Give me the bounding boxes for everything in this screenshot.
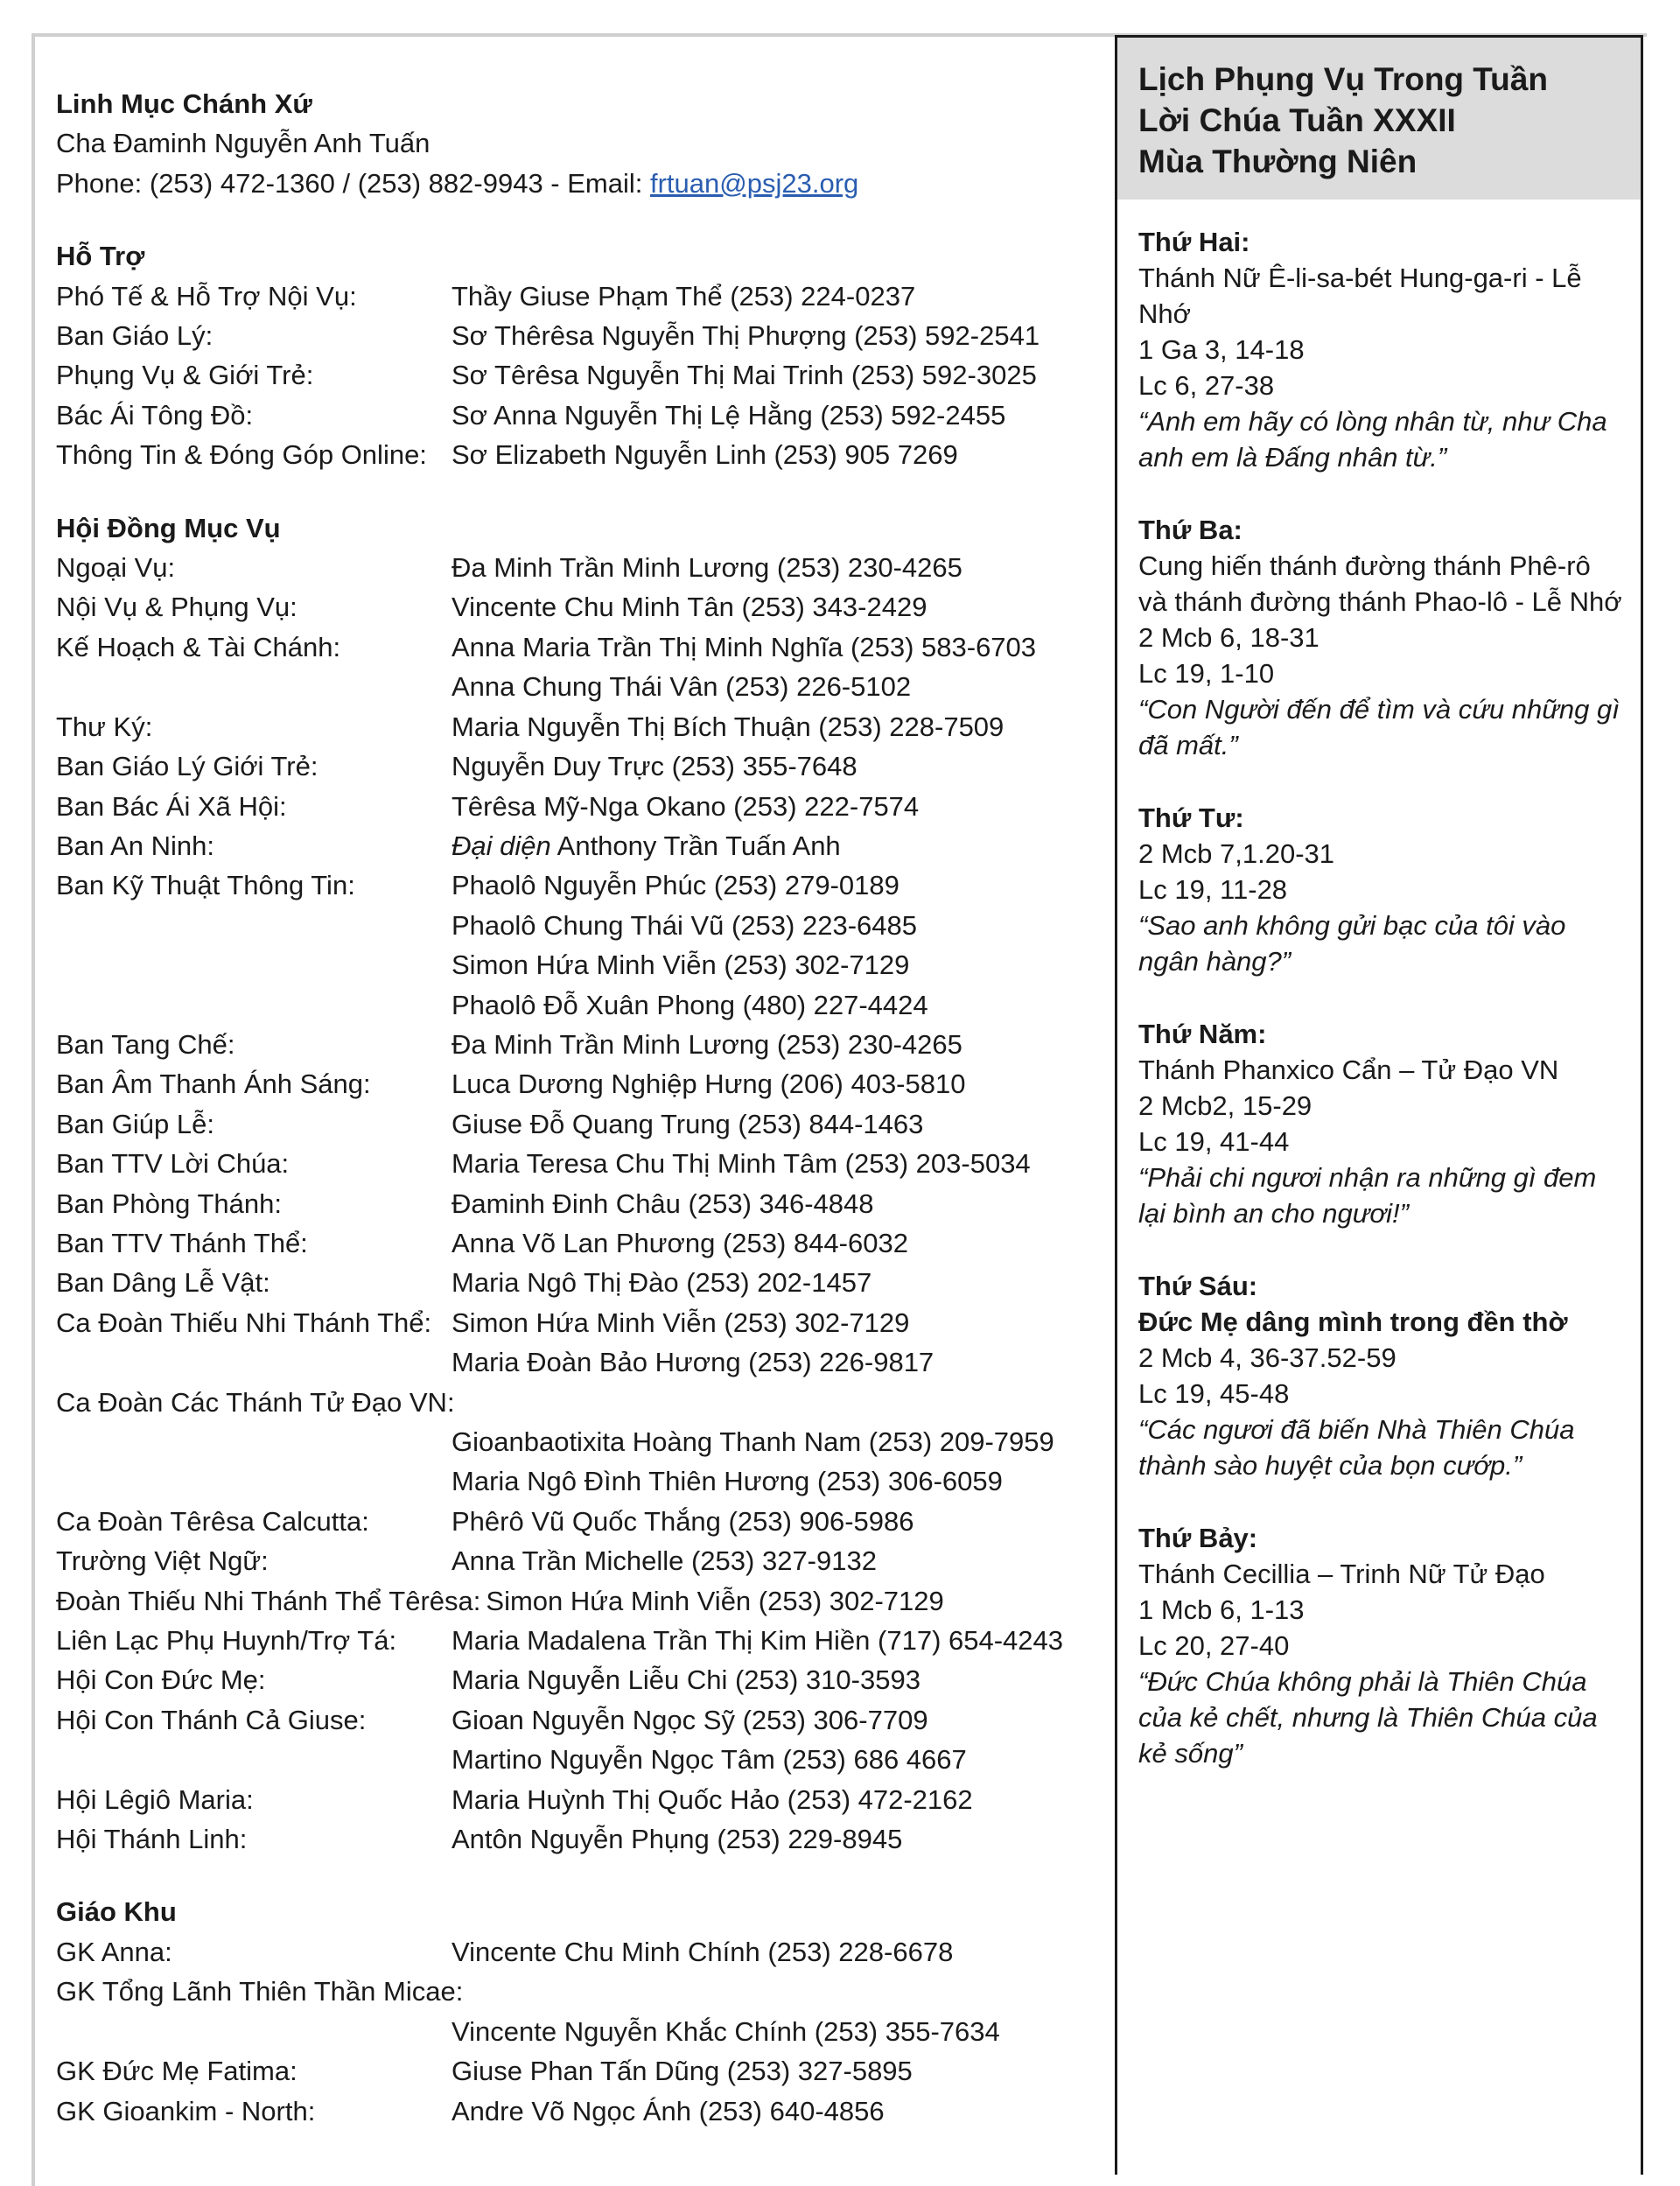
row-value: Anna Võ Lan Phương (253) 844-6032: [452, 1227, 908, 1258]
row-label: Nội Vụ & Phụng Vụ:: [56, 592, 298, 623]
schedule-title: Lịch Phụng Vụ Trong Tuần: [1138, 61, 1548, 97]
directory-row: [56, 1541, 1106, 1580]
row-value: [452, 826, 841, 865]
directory-row: [56, 1104, 1106, 1144]
schedule-header: [1117, 38, 1641, 200]
directory-row: [56, 627, 1106, 667]
row-label: Kế Hoạch & Tài Chánh:: [56, 631, 341, 662]
reading-gospel: Lc 19, 45-48: [1138, 1378, 1290, 1409]
day-feast: Thánh Nữ Ê-li-sa-bét Hung-ga-ri - Lễ Nhớ: [1138, 263, 1582, 329]
row-label: Ban TTV Thánh Thể:: [56, 1227, 308, 1258]
directory-row: [56, 2012, 1106, 2051]
row-label: GK Đức Mẹ Fatima:: [56, 2056, 298, 2087]
directory-row: [56, 1064, 1106, 1104]
directory-row: [56, 1422, 1106, 1461]
row-label: Ca Đoàn Thiếu Nhi Thánh Thể:: [56, 1307, 432, 1338]
pastor-title: Linh Mục Chánh Xứ: [56, 88, 312, 119]
support-section: [56, 236, 1106, 474]
row-label: Thông Tin & Đóng Góp Online:: [56, 439, 427, 471]
directory-row: [56, 945, 1106, 984]
directory-row: [56, 826, 1106, 865]
directory-row: [56, 396, 1106, 435]
row-value: Phaolô Đỗ Xuân Phong (480) 227-4424: [452, 989, 928, 1020]
schedule-day: [1138, 224, 1623, 475]
row-label: Liên Lạc Phụ Huynh/Trợ Tá:: [56, 1625, 397, 1657]
reading-gospel: Lc 19, 1-10: [1138, 658, 1275, 689]
row-value: Vincente Chu Minh Tân (253) 343-2429: [452, 592, 928, 623]
row-label: Ban Giúp Lễ:: [56, 1108, 214, 1139]
directory-row: [56, 1972, 1106, 2011]
schedule-day: [1138, 1520, 1623, 1771]
row-label: Ban Âm Thanh Ánh Sáng:: [56, 1068, 371, 1100]
liturgy-schedule-panel: [1115, 35, 1643, 2175]
reading-gospel: Lc 19, 11-28: [1138, 874, 1288, 905]
row-value: Phêrô Vũ Quốc Thắng (253) 906-5986: [452, 1505, 914, 1537]
row-label: Ban Bác Ái Xã Hội:: [56, 790, 287, 822]
directory-row: [56, 1184, 1106, 1223]
row-value: Anna Chung Thái Vân (253) 226-5102: [452, 671, 912, 703]
row-value: Phaolô Chung Thái Vũ (253) 223-6485: [452, 909, 917, 941]
row-value: Maria Ngô Thị Đào (253) 202-1457: [452, 1267, 872, 1299]
reading-first: 1 Mcb 6, 1-13: [1138, 1594, 1305, 1625]
row-value: Vincente Chu Minh Chính (253) 228-6678: [452, 1936, 954, 1967]
schedule-day: [1138, 1016, 1623, 1231]
row-label: Ban Giáo Lý Giới Trẻ:: [56, 751, 318, 782]
council-section: [56, 508, 1106, 1860]
row-value: Đaminh Đinh Châu (253) 346-4848: [452, 1188, 874, 1219]
reading-first: 2 Mcb 4, 36-37.52-59: [1138, 1342, 1396, 1373]
pastor-contact: [56, 164, 1106, 203]
row-value: Maria Huỳnh Thị Quốc Hảo (253) 472-2162: [452, 1783, 973, 1815]
day-quote: “Phải chi ngươi nhận ra những gì đem lại bình an cho ngươi!”: [1138, 1162, 1597, 1229]
directory-row: [56, 316, 1106, 355]
row-label: Ca Đoàn Các Thánh Tử Đạo VN:: [56, 1386, 455, 1418]
day-quote: “Các ngươi đã biến Nhà Thiên Chúa thành sào huyệt của bọn cướp.”: [1138, 1414, 1575, 1481]
pastor-phone: Phone: (253) 472-1360 / (253) 882-9943 - Email:: [56, 167, 650, 199]
row-label: Hội Con Đức Mẹ:: [56, 1664, 266, 1696]
directory-row: [56, 355, 1106, 395]
directory-row: [56, 2091, 1106, 2131]
row-value: Luca Dương Nghiệp Hưng (206) 403-5810: [452, 1068, 966, 1100]
directory-row: [56, 1780, 1106, 1819]
day-quote: “Đức Chúa không phải là Thiên Chúa của kẻ chết, nhưng là Thiên Chúa của kẻ sống”: [1138, 1666, 1598, 1769]
row-label: Phụng Vụ & Giới Trẻ:: [56, 360, 314, 391]
reading-gospel: Lc 19, 41-44: [1138, 1126, 1290, 1157]
day-feast: Thánh Phanxico Cẩn – Tử Đạo VN: [1138, 1054, 1559, 1085]
directory-row: [56, 1025, 1106, 1064]
row-value: Sơ Elizabeth Nguyễn Linh (253) 905 7269: [452, 439, 958, 471]
row-label: Đoàn Thiếu Nhi Thánh Thể Têrêsa:: [56, 1585, 481, 1616]
row-value: Gioanbaotixita Hoàng Thanh Nam (253) 209-7959: [452, 1426, 1054, 1457]
row-value: Giuse Phan Tấn Dũng (253) 327-5895: [452, 2056, 913, 2087]
directory-row: [56, 667, 1106, 706]
reading-first: 2 Mcb2, 15-29: [1138, 1090, 1312, 1121]
directory-row: [56, 746, 1106, 786]
directory-row: [56, 548, 1106, 587]
reading-gospel: Lc 6, 27-38: [1138, 370, 1275, 401]
directory-row: [56, 2051, 1106, 2091]
directory-row: [56, 1581, 1106, 1621]
directory-row: [56, 1819, 1106, 1859]
directory-row: [56, 906, 1106, 945]
row-label: GK Gioankim - North:: [56, 2095, 316, 2126]
row-value: Anna Maria Trần Thị Minh Nghĩa (253) 583-6703: [452, 631, 1037, 662]
row-value: Simon Hứa Minh Viễn (253) 302-7129: [486, 1585, 944, 1616]
day-quote: “Con Người đến để tìm và cứu những gì đã mất.”: [1138, 694, 1620, 760]
schedule-season: Mùa Thường Niên: [1138, 144, 1418, 179]
row-value: Nguyễn Duy Trực (253) 355-7648: [452, 751, 858, 782]
row-label: Ban TTV Lời Chúa:: [56, 1148, 290, 1180]
row-label: Trường Việt Ngữ:: [56, 1545, 269, 1577]
directory-row: [56, 1700, 1106, 1740]
directory-row: [56, 1144, 1106, 1183]
row-value: Sơ Têrêsa Nguyễn Thị Mai Trinh (253) 592-3025: [452, 360, 1037, 391]
row-value: Đa Minh Trần Minh Lương (253) 230-4265: [452, 552, 962, 584]
row-value: Anna Trần Michelle (253) 327-9132: [452, 1545, 877, 1577]
row-label: GK Anna:: [56, 1936, 172, 1967]
day-name: Thứ Năm:: [1138, 1019, 1267, 1049]
directory-row: [56, 865, 1106, 905]
directory-row: [56, 1223, 1106, 1263]
schedule-days: [1117, 200, 1641, 1771]
schedule-week: Lời Chúa Tuần XXXII: [1138, 102, 1456, 138]
pastor-name: Cha Đaminh Nguyễn Anh Tuấn: [56, 128, 430, 159]
council-title: Hội Đồng Mục Vụ: [56, 512, 281, 543]
row-label: Phó Tế & Hỗ Trợ Nội Vụ:: [56, 280, 357, 312]
row-label: Ban Giáo Lý:: [56, 320, 214, 352]
directory-row: [56, 1461, 1106, 1501]
row-value: Sơ Thêrêsa Nguyễn Thị Phượng (253) 592-2541: [452, 320, 1040, 352]
row-value: Maria Nguyễn Thị Bích Thuận (253) 228-7509: [452, 711, 1004, 742]
row-value: Thầy Giuse Phạm Thể (253) 224-0237: [452, 280, 916, 312]
day-feast: Đức Mẹ dâng mình trong đền thờ: [1138, 1307, 1568, 1337]
row-value: Maria Đoàn Bảo Hương (253) 226-9817: [452, 1347, 934, 1378]
pastor-section: [56, 84, 1106, 203]
row-label: Ca Đoàn Têrêsa Calcutta:: [56, 1505, 369, 1537]
row-value: Antôn Nguyễn Phụng (253) 229-8945: [452, 1824, 903, 1855]
row-value: Giuse Đỗ Quang Trung (253) 844-1463: [452, 1108, 924, 1139]
directory-row: [56, 1342, 1106, 1382]
day-quote: “Anh em hãy có lòng nhân từ, như Cha anh em là Đấng nhân từ.”: [1138, 406, 1607, 473]
day-name: Thứ Sáu:: [1138, 1271, 1258, 1301]
day-quote: “Sao anh không gửi bạc của tôi vào ngân hàng?”: [1138, 910, 1566, 977]
districts-title: Giáo Khu: [56, 1896, 177, 1928]
row-value: Maria Madalena Trần Thị Kim Hiền (717) 654-4243: [452, 1625, 1064, 1657]
row-label: GK Tổng Lãnh Thiên Thần Micae:: [56, 1976, 464, 2007]
row-value: Martino Nguyễn Ngọc Tâm (253) 686 4667: [452, 1744, 967, 1776]
row-value: Maria Ngô Đình Thiên Hương (253) 306-6059: [452, 1466, 1003, 1497]
pastor-email-link[interactable]: frtuan@psj23.org: [649, 167, 859, 199]
row-label: Ngoại Vụ:: [56, 552, 176, 584]
row-value-italic: Đại diện: [452, 830, 551, 861]
row-label: Ban Tang Chế:: [56, 1028, 235, 1060]
row-value: Andre Võ Ngọc Ánh (253) 640-4856: [452, 2095, 885, 2126]
row-value-text: Anthony Trần Tuấn Anh: [550, 830, 841, 861]
row-value: Maria Teresa Chu Thị Minh Tâm (253) 203-5034: [452, 1148, 1031, 1180]
directory-row: [56, 277, 1106, 316]
directory-row: [56, 587, 1106, 627]
reading-first: 2 Mcb 6, 18-31: [1138, 622, 1320, 653]
row-label: Bác Ái Tông Đồ:: [56, 399, 254, 431]
directory-row: [56, 1740, 1106, 1779]
row-value: Gioan Nguyễn Ngọc Sỹ (253) 306-7709: [452, 1704, 928, 1735]
directory-column: [56, 84, 1106, 2131]
directory-row: [56, 985, 1106, 1025]
day-feast: Thánh Cecillia – Trinh Nữ Tử Đạo: [1138, 1559, 1545, 1589]
schedule-day: [1138, 800, 1623, 979]
row-label: Ban Phòng Thánh:: [56, 1188, 282, 1219]
row-value: Phaolô Nguyễn Phúc (253) 279-0189: [452, 870, 900, 901]
day-name: Thứ Ba:: [1138, 515, 1242, 545]
support-title: Hỗ Trợ: [56, 241, 145, 272]
schedule-day: [1138, 512, 1623, 763]
directory-row: [56, 1263, 1106, 1302]
row-label: Ban Kỹ Thuật Thông Tin:: [56, 870, 355, 901]
row-value: Vincente Nguyễn Khắc Chính (253) 355-7634: [452, 2015, 1000, 2047]
directory-row: [56, 787, 1106, 826]
day-feast: Cung hiến thánh đường thánh Phê-rô và thánh đường thánh Phao-lô - Lễ Nhớ: [1138, 550, 1622, 617]
schedule-day: [1138, 1268, 1623, 1483]
districts-section: [56, 1892, 1106, 2130]
row-value: Simon Hứa Minh Viễn (253) 302-7129: [452, 949, 910, 981]
row-value: Đa Minh Trần Minh Lương (253) 230-4265: [452, 1028, 962, 1060]
day-name: Thứ Hai:: [1138, 227, 1250, 257]
directory-row: [56, 707, 1106, 746]
row-value: Sơ Anna Nguyễn Thị Lệ Hằng (253) 592-2455: [452, 399, 1006, 431]
row-value: Têrêsa Mỹ-Nga Okano (253) 222-7574: [452, 790, 920, 822]
directory-row: [56, 435, 1106, 474]
day-name: Thứ Bảy:: [1138, 1523, 1258, 1553]
row-label: Ban An Ninh:: [56, 830, 214, 861]
row-label: Hội Con Thánh Cả Giuse:: [56, 1704, 367, 1735]
directory-row: [56, 1621, 1106, 1660]
row-value: Simon Hứa Minh Viễn (253) 302-7129: [452, 1307, 910, 1338]
row-value: Maria Nguyễn Liễu Chi (253) 310-3593: [452, 1664, 920, 1696]
row-label: Thư Ký:: [56, 711, 153, 742]
directory-row: [56, 1502, 1106, 1541]
directory-row: [56, 1383, 1106, 1422]
reading-first: 1 Ga 3, 14-18: [1138, 334, 1305, 365]
day-name: Thứ Tư:: [1138, 802, 1244, 833]
reading-gospel: Lc 20, 27-40: [1138, 1630, 1290, 1661]
row-label: Hội Lêgiô Maria:: [56, 1783, 254, 1815]
row-label: Hội Thánh Linh:: [56, 1824, 248, 1855]
directory-row: [56, 1660, 1106, 1699]
row-label: Ban Dâng Lễ Vật:: [56, 1267, 270, 1299]
reading-first: 2 Mcb 7,1.20-31: [1138, 838, 1335, 869]
directory-row: [56, 1932, 1106, 1972]
directory-row: [56, 1303, 1106, 1342]
